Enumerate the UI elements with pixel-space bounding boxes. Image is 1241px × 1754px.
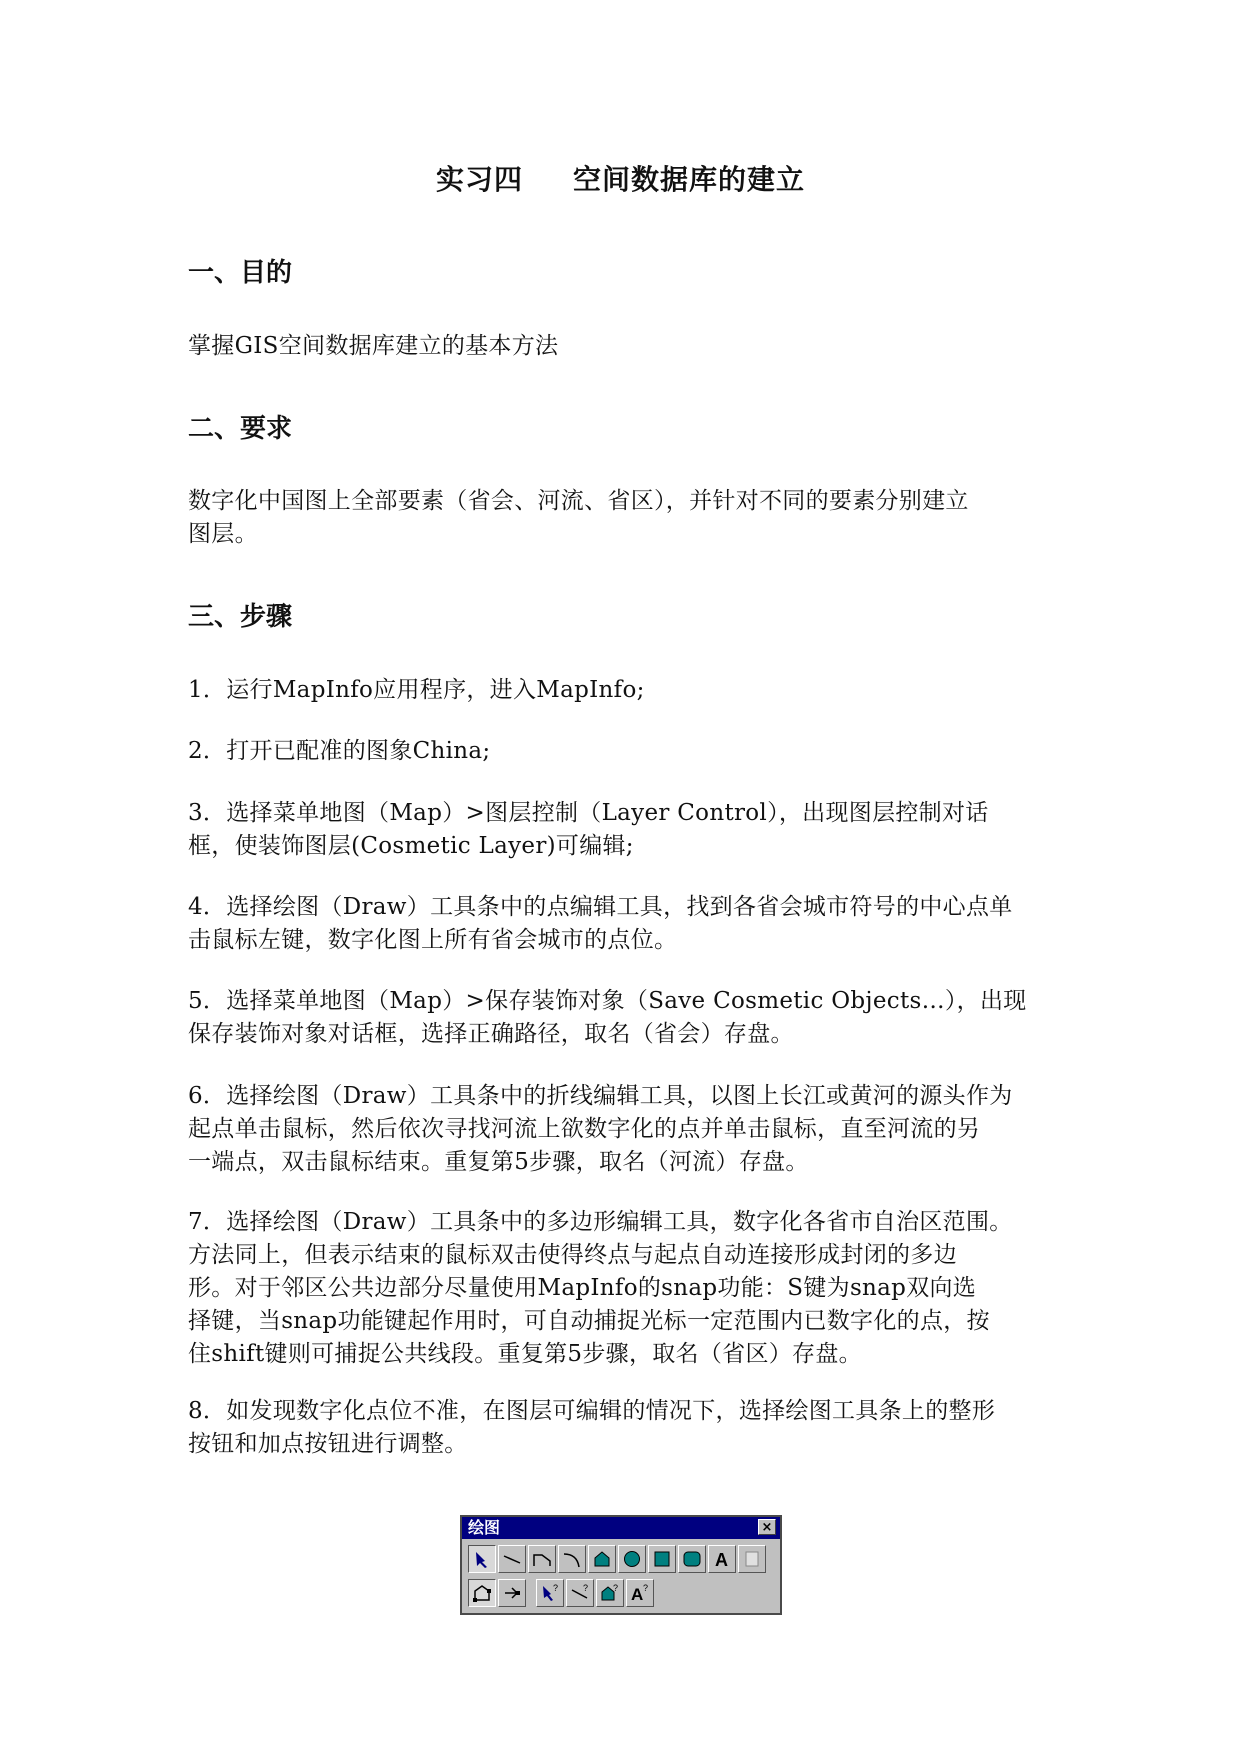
arc-tool-icon[interactable] [558,1545,586,1573]
heading-requirements: 二、要求 [188,414,293,444]
text-style-glyph: A [631,1585,644,1604]
heading-steps: 三、步骤 [188,602,293,632]
polygon-tool-icon[interactable] [588,1545,616,1573]
step-5: 5．选择菜单地图（Map）>保存装饰对象（Save Cosmetic Objects…），出现 保存装饰对象对话框，选择正确路径，取名（省会）存盘。 [188,988,1027,1047]
step-4: 4．选择绘图（Draw）工具条中的点编辑工具，找到各省会城市符号的中心点单 击鼠标左键，数字化图上所有省会城市的点位。 [188,894,1013,953]
requirements-text: 数字化中国图上全部要素（省会、河流、省区），并针对不同的要素分别建立 图层。 [188,488,969,547]
title-part2: 空间数据库的建立 [573,163,806,196]
toolbar-row-1 [468,1545,768,1573]
toolbar-row-2 [468,1579,656,1607]
step-7: 7．选择绘图（Draw）工具条中的多边形编辑工具，数字化各省市自治区范围。 方法同上，但表示结束的鼠标双击使得终点与起点自动连接形成封闭的多边 形。对于邻区公共边部分尽量使用MapInfo的snap功能：S键为snap双向选 择键，当snap功能键起作用时，可自动捕捉光标一定范围内已数字化的点，按 住shift键则可捕捉公共线段。重复第5步骤，取名（省区）存盘。 [188,1209,1013,1367]
rounded-rectangle-tool-icon[interactable] [678,1545,706,1573]
symbol-tool-icon[interactable] [468,1545,496,1573]
svg-text:?: ? [583,1583,589,1593]
rectangle-tool-icon[interactable] [648,1545,676,1573]
text-tool-icon[interactable] [708,1545,736,1573]
step-1: 1．运行MapInfo应用程序，进入MapInfo; [188,677,645,703]
toolbar-titlebar [462,1517,780,1539]
text-tool-glyph: A [715,1550,728,1570]
svg-text:?: ? [613,1583,619,1593]
ellipse-tool-icon[interactable] [618,1545,646,1573]
region-style-icon[interactable] [596,1579,624,1607]
line-tool-icon[interactable] [498,1545,526,1573]
text-style-icon[interactable] [626,1579,654,1607]
add-node-tool-icon[interactable] [498,1579,526,1607]
svg-text:?: ? [553,1583,559,1593]
symbol-style-icon[interactable] [536,1579,564,1607]
step-8: 8．如发现数字化点位不准，在图层可编辑的情况下，选择绘图工具条上的整形 按钮和加点按钮进行调整。 [188,1398,996,1457]
reshape-tool-icon[interactable] [468,1579,496,1607]
step-6: 6．选择绘图（Draw）工具条中的折线编辑工具，以图上长江或黄河的源头作为 起点单击鼠标，然后依次寻找河流上欲数字化的点并单击鼠标，直至河流的另 一端点，双击鼠标结束。重复第5步骤，取名（河流）存盘。 [188,1083,1013,1175]
frame-tool-icon[interactable] [738,1545,766,1573]
toolbar-title: 绘图 [468,1518,501,1537]
close-icon[interactable]: × [758,1519,776,1535]
step-3: 3．选择菜单地图（Map）>图层控制（Layer Control），出现图层控制对话 框，使装饰图层(Cosmetic Layer)可编辑; [188,800,989,859]
purpose-text: 掌握GIS空间数据库建立的基本方法 [188,333,559,359]
line-style-icon[interactable] [566,1579,594,1607]
title-part1: 实习四 [435,163,523,196]
polyline-tool-icon[interactable] [528,1545,556,1573]
step-2: 2．打开已配准的图象China; [188,738,491,764]
heading-purpose: 一、目的 [188,258,293,288]
svg-text:?: ? [643,1583,649,1593]
page-title [0,158,1241,198]
draw-toolbar [460,1515,782,1615]
